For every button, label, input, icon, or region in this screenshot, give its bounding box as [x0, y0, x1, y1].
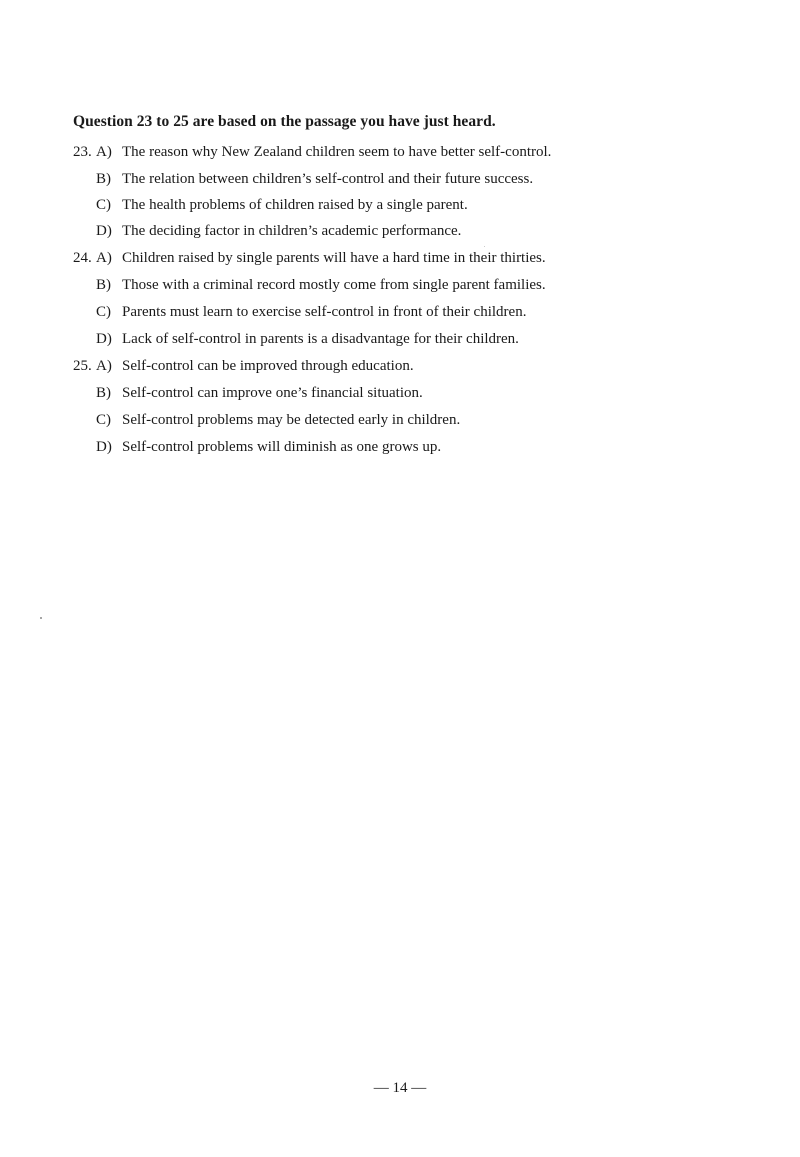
question-number: 24.	[73, 250, 92, 266]
option-text: The deciding factor in children’s academic performance.	[122, 223, 462, 239]
option-text: Children raised by single parents will have a hard time in their thirties.	[122, 250, 546, 266]
option-letter: A)	[96, 250, 112, 266]
option-text: The reason why New Zealand children seem to have better self-control.	[122, 144, 552, 160]
option-text: The health problems of children raised by a single parent.	[122, 197, 468, 213]
option-text: Parents must learn to exercise self-control in front of their children.	[122, 304, 527, 320]
option-letter: D)	[96, 439, 112, 455]
option-letter: B)	[96, 277, 111, 293]
option-text: Those with a criminal record mostly come from single parent families.	[122, 277, 546, 293]
option-letter: B)	[96, 171, 111, 187]
option-text: Self-control can improve one’s financial situation.	[122, 385, 423, 401]
option-letter: D)	[96, 331, 112, 347]
question-number: 23.	[73, 144, 92, 160]
page-number: — 14 —	[373, 1080, 427, 1096]
option-24-a	[96, 248, 546, 268]
scan-speck	[40, 617, 42, 619]
option-text: Self-control can be improved through education.	[122, 358, 414, 374]
option-letter: C)	[96, 197, 111, 213]
scan-speck	[484, 246, 485, 247]
option-letter: A)	[96, 144, 112, 160]
option-25-a	[96, 356, 414, 376]
option-letter: B)	[96, 385, 111, 401]
option-letter: A)	[96, 358, 112, 374]
option-text: Self-control problems will diminish as one grows up.	[122, 439, 442, 455]
section-heading: Question 23 to 25 are based on the passage you have just heard.	[73, 113, 496, 130]
question-23	[0, 142, 800, 162]
option-text: Self-control problems may be detected early in children.	[122, 412, 461, 428]
option-letter: C)	[96, 412, 111, 428]
option-text: The relation between children’s self-control and their future success.	[122, 171, 534, 187]
option-text: Lack of self-control in parents is a disadvantage for their children.	[122, 331, 519, 347]
option-23-a	[96, 142, 551, 162]
option-letter: C)	[96, 304, 111, 320]
question-number: 25.	[73, 358, 92, 374]
option-letter: D)	[96, 223, 112, 239]
